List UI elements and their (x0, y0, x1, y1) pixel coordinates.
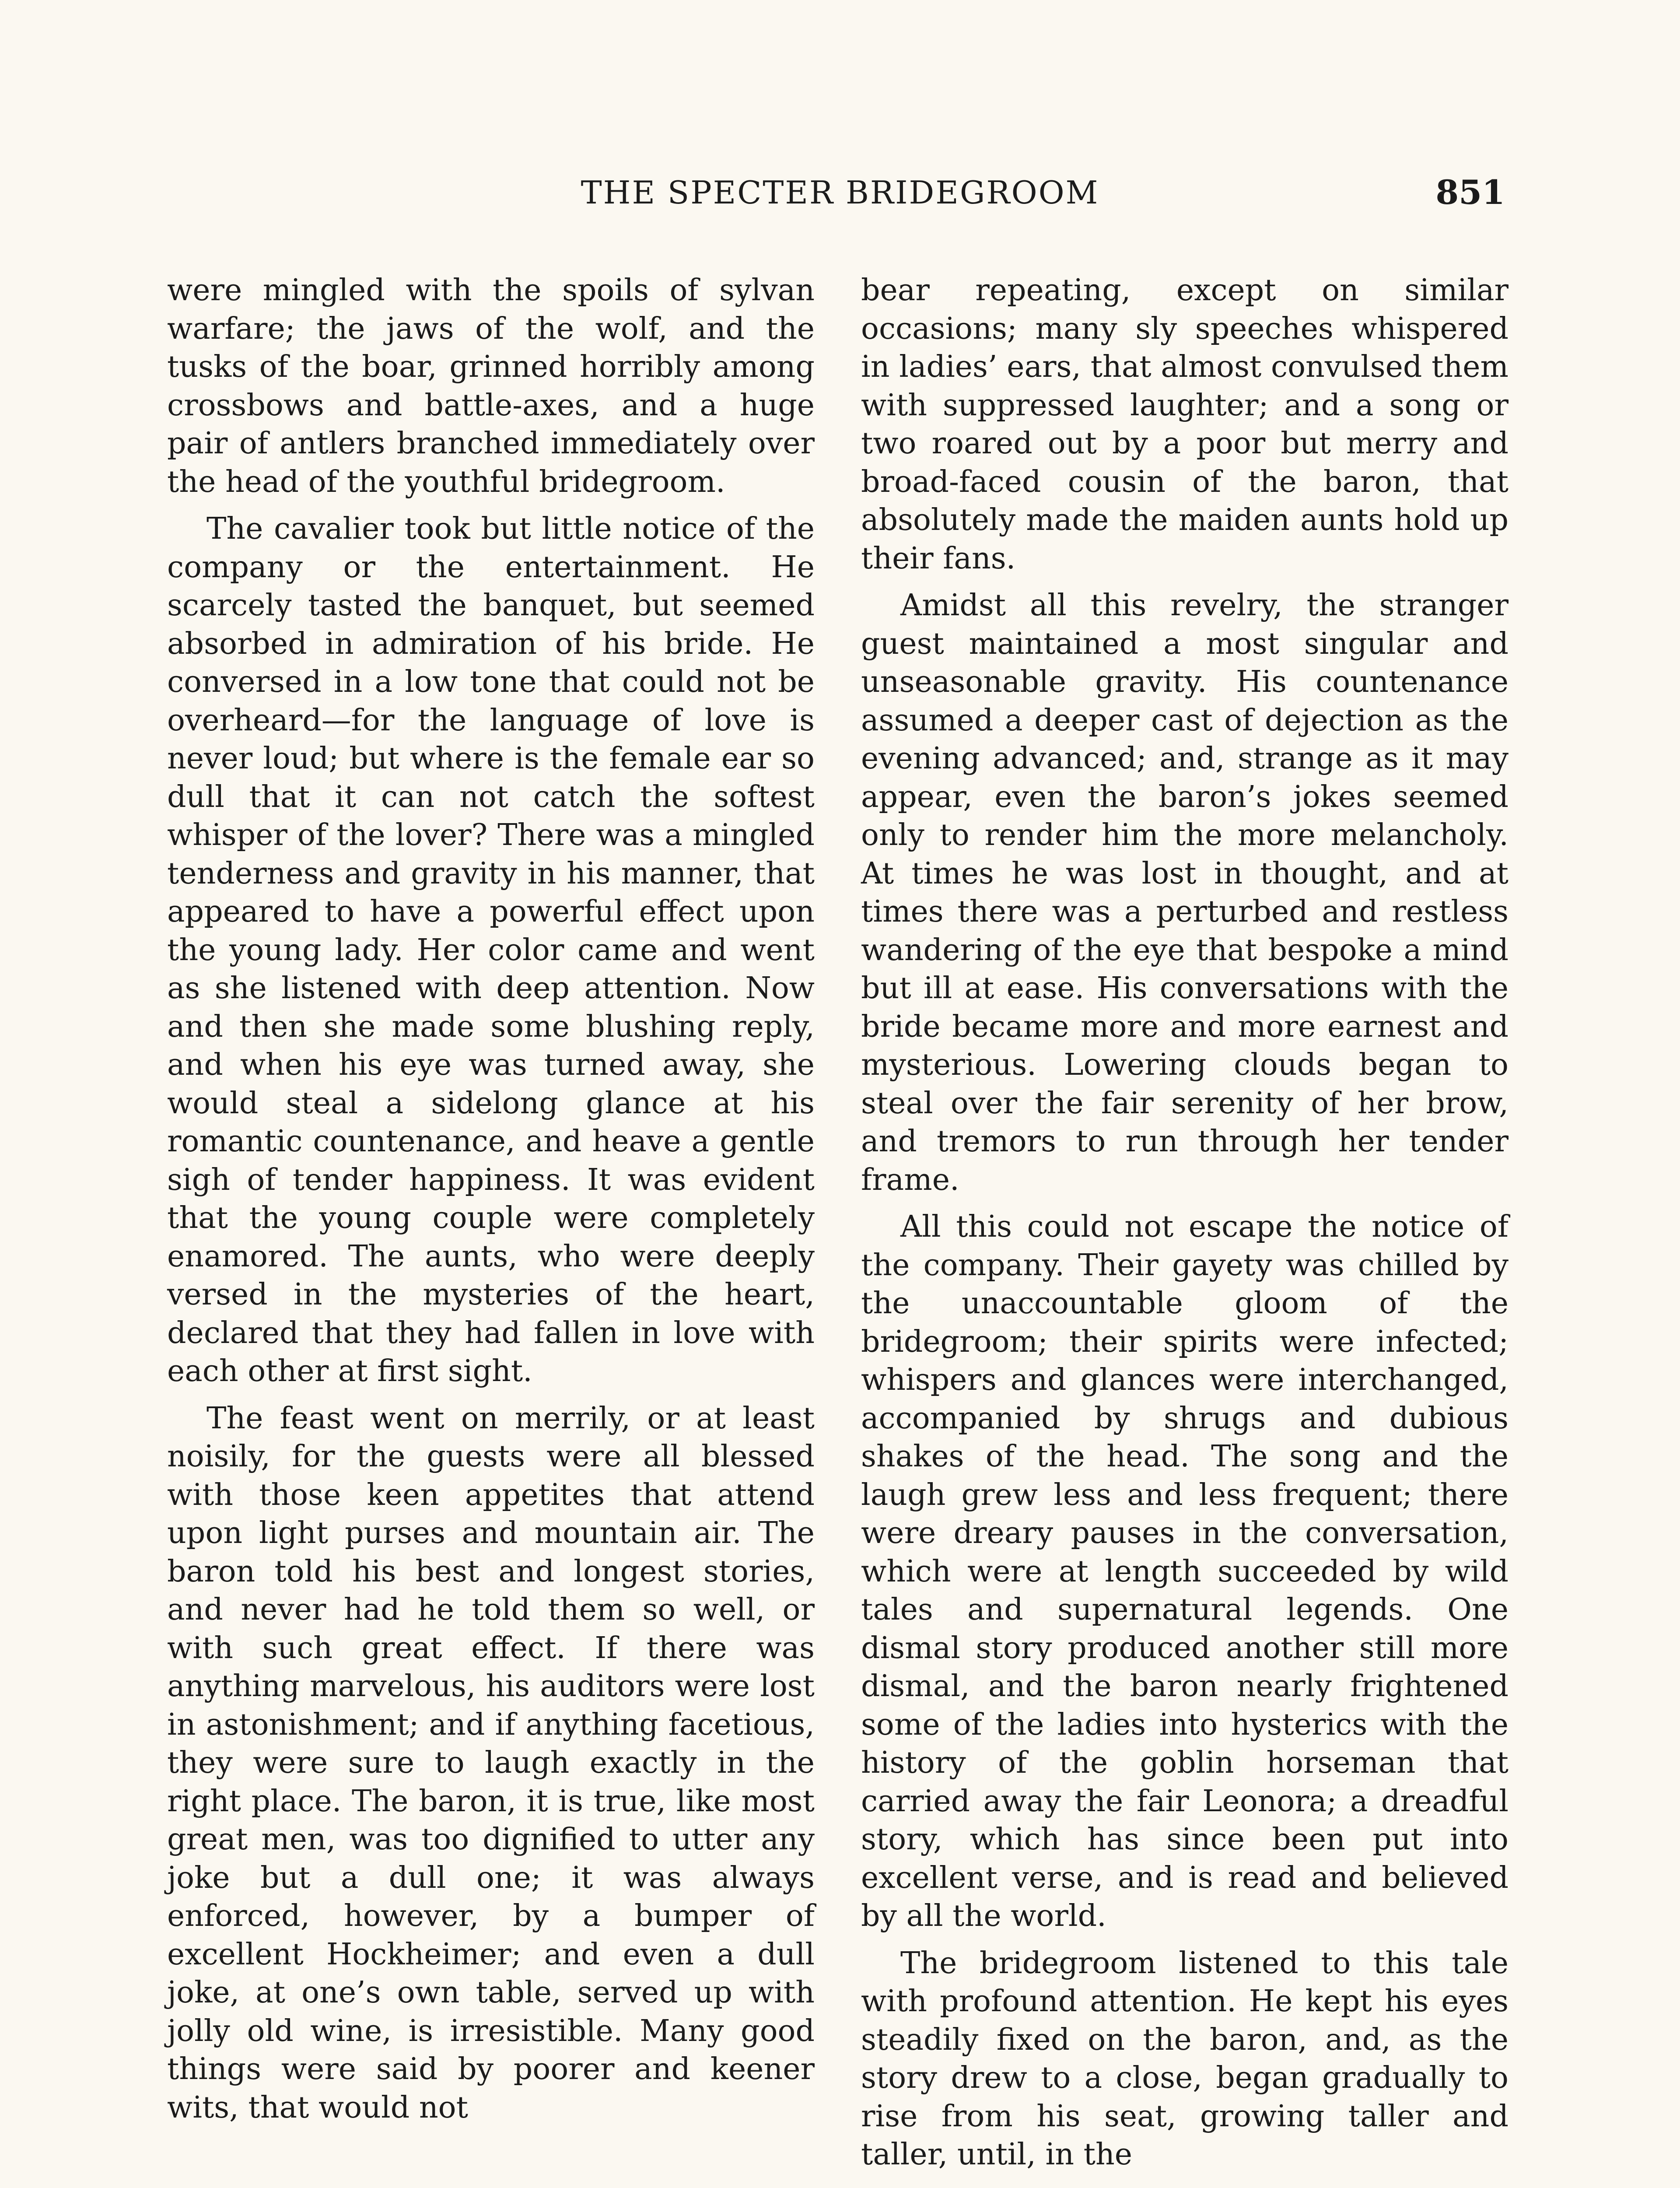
right-column (861, 271, 1508, 2174)
paragraph: were mingled with the spoils of sylvan warfare; the jaws of the wolf, and the tusks of the boar, grinned horribly among crossbows and battle-axes, and a huge pair of antlers branched immediately over the head of the youthful bridegroom. (167, 273, 815, 499)
running-head (166, 166, 1514, 219)
paragraph: The bridegroom listened to this tale with profound attention. He kept his eyes steadily fixed on the baron, and, as the story drew to a close, began gradually to rise from his seat, growing taller and taller, until, in the (861, 1946, 1508, 2172)
paragraph: bear repeating, except on similar occasions; many sly speeches whispered in ladies’ ears, that almost convulsed them with suppressed laughter; and a song or two roared out by a poor but merry and broad-faced cousin of the baron, that absolutely made the maiden aunts hold up their fans. (861, 273, 1508, 576)
paragraph: Amidst all this revelry, the stranger guest maintained a most singular and unseasonable gravity. His countenance assumed a deeper cast of dejection as the evening advanced; and, strange as it may appear, even the baron’s jokes seemed only to render him the more melancholy. At times he was lost in thought, and at times there was a perturbed and restless wandering of the eye that bespoke a mind but ill at ease. His conversations with the bride became more and more earnest and mysterious. Lowering clouds began to steal over the fair serenity of her brow, and tremors to run through her tender frame. (861, 588, 1508, 1197)
paragraph: All this could not escape the notice of the company. Their gayety was chilled by the unaccountable gloom of the bridegroom; their spirits were infected; whispers and glances were interchanged, accompanied by shrugs and dubious shakes of the head. The song and the laugh grew less and less frequent; there were dreary pauses in the conversation, which were at length succeeded by wild tales and supernatural legends. One dismal story produced another still more dismal, and the baron nearly frightened some of the ladies into hysterics with the history of the goblin horseman that carried away the fair Leonora; a dreadful story, which has since been put into excellent verse, and is read and believed by all the world. (861, 1210, 1508, 1933)
page-number: 851 (1435, 173, 1505, 212)
left-column (167, 271, 815, 2127)
paragraph: The feast went on merrily, or at least noisily, for the guests were all blessed with those keen appetites that attend upon light purses and mountain air. The baron told his best and longest stories, and never had he told them so well, or with such great effect. If there was anything marvelous, his auditors were lost in astonishment; and if anything facetious, they were sure to laugh exactly in the right place. The baron, it is true, like most great men, was too dignified to utter any joke but a dull one; it was always enforced, however, by a bumper of excellent Hockheimer; and even a dull joke, at one’s own table, served up with jolly old wine, is irresistible. Many good things were said by poorer and keener wits, that would not (167, 1401, 815, 2125)
running-title: THE SPECTER BRIDEGROOM (581, 174, 1099, 211)
paragraph: The cavalier took but little notice of the company or the entertainment. He scarcely tasted the banquet, but seemed absorbed in admiration of his bride. He conversed in a low tone that could not be overheard—for the language of love is never loud; but where is the female ear so dull that it can not catch the softest whisper of the lover? There was a mingled tenderness and gravity in his manner, that appeared to have a powerful effect upon the young lady. Her color came and went as she listened with deep attention. Now and then she made some blushing reply, and when his eye was turned away, she would steal a sidelong glance at his romantic countenance, and heave a gentle sigh of tender happiness. It was evident that the young couple were completely enamored. The aunts, who were deeply versed in the mysteries of the heart, declared that they had fallen in love with each other at first sight. (167, 512, 815, 1389)
